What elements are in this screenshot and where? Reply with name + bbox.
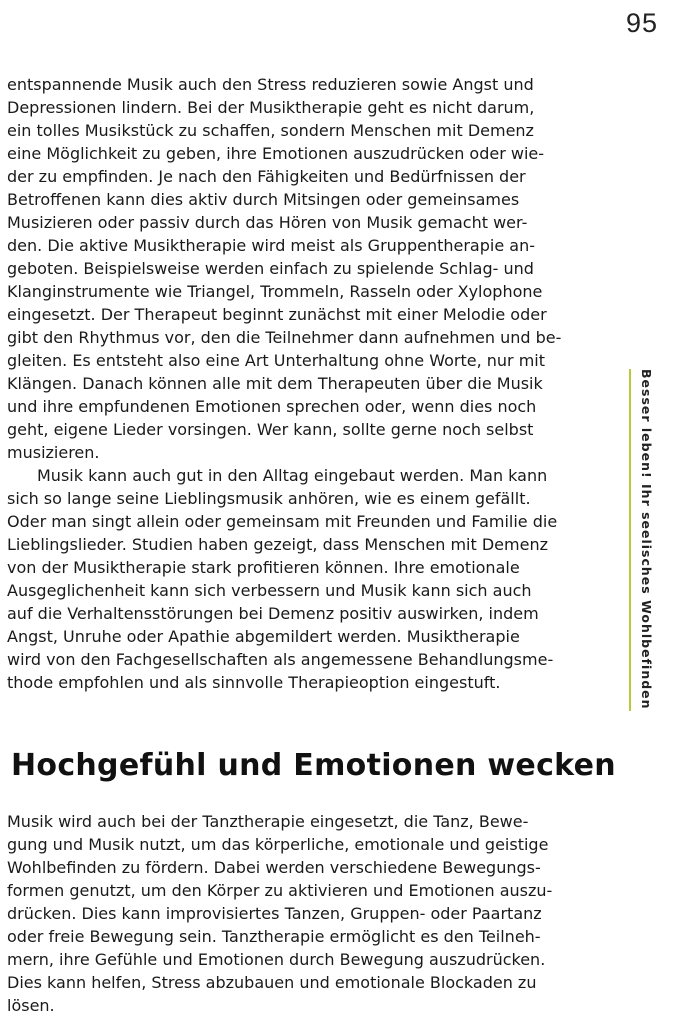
text-line: Angst, Unruhe oder Apathie abgemildert werden. Musiktherapie xyxy=(7,627,520,646)
text-line: der zu empfinden. Je nach den Fähigkeiten und Bedürfnissen der xyxy=(7,167,526,186)
text-line: auf die Verhaltensstörungen bei Demenz positiv auswirken, indem xyxy=(7,604,539,623)
text-line: und ihre empfundenen Emotionen sprechen oder, wenn dies noch xyxy=(7,397,537,416)
text-line: gung und Musik nutzt, um das körperliche, emotionale und geistige xyxy=(7,835,549,854)
text-line: geboten. Beispielsweise werden einfach zu spielende Schlag- und xyxy=(7,259,534,278)
text-line: Depressionen lindern. Bei der Musiktherapie geht es nicht darum, xyxy=(7,98,535,117)
text-line: Ausgeglichenheit kann sich verbessern und Musik kann sich auch xyxy=(7,581,532,600)
text-line: formen genutzt, um den Körper zu aktivieren und Emotionen auszu- xyxy=(7,881,553,900)
text-line: eine Möglichkeit zu geben, ihre Emotionen auszudrücken oder wie- xyxy=(7,144,545,163)
text-line: mern, ihre Gefühle und Emotionen durch Bewegung auszudrücken. xyxy=(7,950,546,969)
text-line: entspannende Musik auch den Stress reduzieren sowie Angst und xyxy=(7,75,534,94)
text-line: von der Musiktherapie stark profitieren können. Ihre emotionale xyxy=(7,558,520,577)
text-line: Musizieren oder passiv durch das Hören von Musik gemacht wer- xyxy=(7,213,528,232)
text-line-indented: Musik kann auch gut in den Alltag eingebaut werden. Man kann xyxy=(37,466,548,485)
text-line: wird von den Fachgesellschaften als angemessene Behandlungsme- xyxy=(7,650,554,669)
text-line: Wohlbefinden zu fördern. Dabei werden verschiedene Bewegungs- xyxy=(7,858,541,877)
text-line: drücken. Dies kann improvisiertes Tanzen, Gruppen- oder Paartanz xyxy=(7,904,542,923)
text-line: Betroffenen kann dies aktiv durch Mitsingen oder gemeinsames xyxy=(7,190,520,209)
text-line: Oder man singt allein oder gemeinsam mit Freunden und Familie die xyxy=(7,512,558,531)
text-line: Klanginstrumente wie Triangel, Trommeln, Rasseln oder Xylophone xyxy=(7,282,543,301)
page-number: 95 xyxy=(625,8,658,38)
text-line: gleiten. Es entsteht also eine Art Unterhaltung ohne Worte, nur mit xyxy=(7,351,546,370)
text-line: Lieblingslieder. Studien haben gezeigt, dass Menschen mit Demenz xyxy=(7,535,548,554)
text-line: ein tolles Musikstück zu schaffen, sondern Menschen mit Demenz xyxy=(7,121,534,140)
text-line: musizieren. xyxy=(7,443,100,462)
text-line: lösen. xyxy=(7,996,55,1015)
running-title-sidebar xyxy=(629,369,654,711)
text-line: gibt den Rhythmus vor, den die Teilnehmer dann aufnehmen und be- xyxy=(7,328,562,347)
text-line: thode empfohlen und als sinnvolle Therapieoption eingestuft. xyxy=(7,673,501,692)
text-line: oder freie Bewegung sein. Tanztherapie ermöglicht es den Teilneh- xyxy=(7,927,541,946)
text-line: sich so lange seine Lieblingsmusik anhören, wie es einem gefällt. xyxy=(7,489,531,508)
text-line: eingesetzt. Der Therapeut beginnt zunächst mit einer Melodie oder xyxy=(7,305,547,324)
body-paragraph-dance-therapy xyxy=(7,810,567,1017)
text-line: Dies kann helfen, Stress abzubauen und emotionale Blockaden zu xyxy=(7,973,537,992)
running-title: Besser leben! Ihr seelisches Wohlbefinden xyxy=(639,369,654,710)
text-line: geht, eigene Lieder vorsingen. Wer kann, sollte gerne noch selbst xyxy=(7,420,534,439)
text-line: Klängen. Danach können alle mit dem Therapeuten über die Musik xyxy=(7,374,543,393)
body-paragraph-music-therapy xyxy=(7,73,567,694)
section-heading: Hochgefühl und Emotionen wecken xyxy=(11,748,616,783)
text-line: den. Die aktive Musiktherapie wird meist als Gruppentherapie an- xyxy=(7,236,535,255)
text-line: Musik wird auch bei der Tanztherapie eingesetzt, die Tanz, Bewe- xyxy=(7,812,529,831)
